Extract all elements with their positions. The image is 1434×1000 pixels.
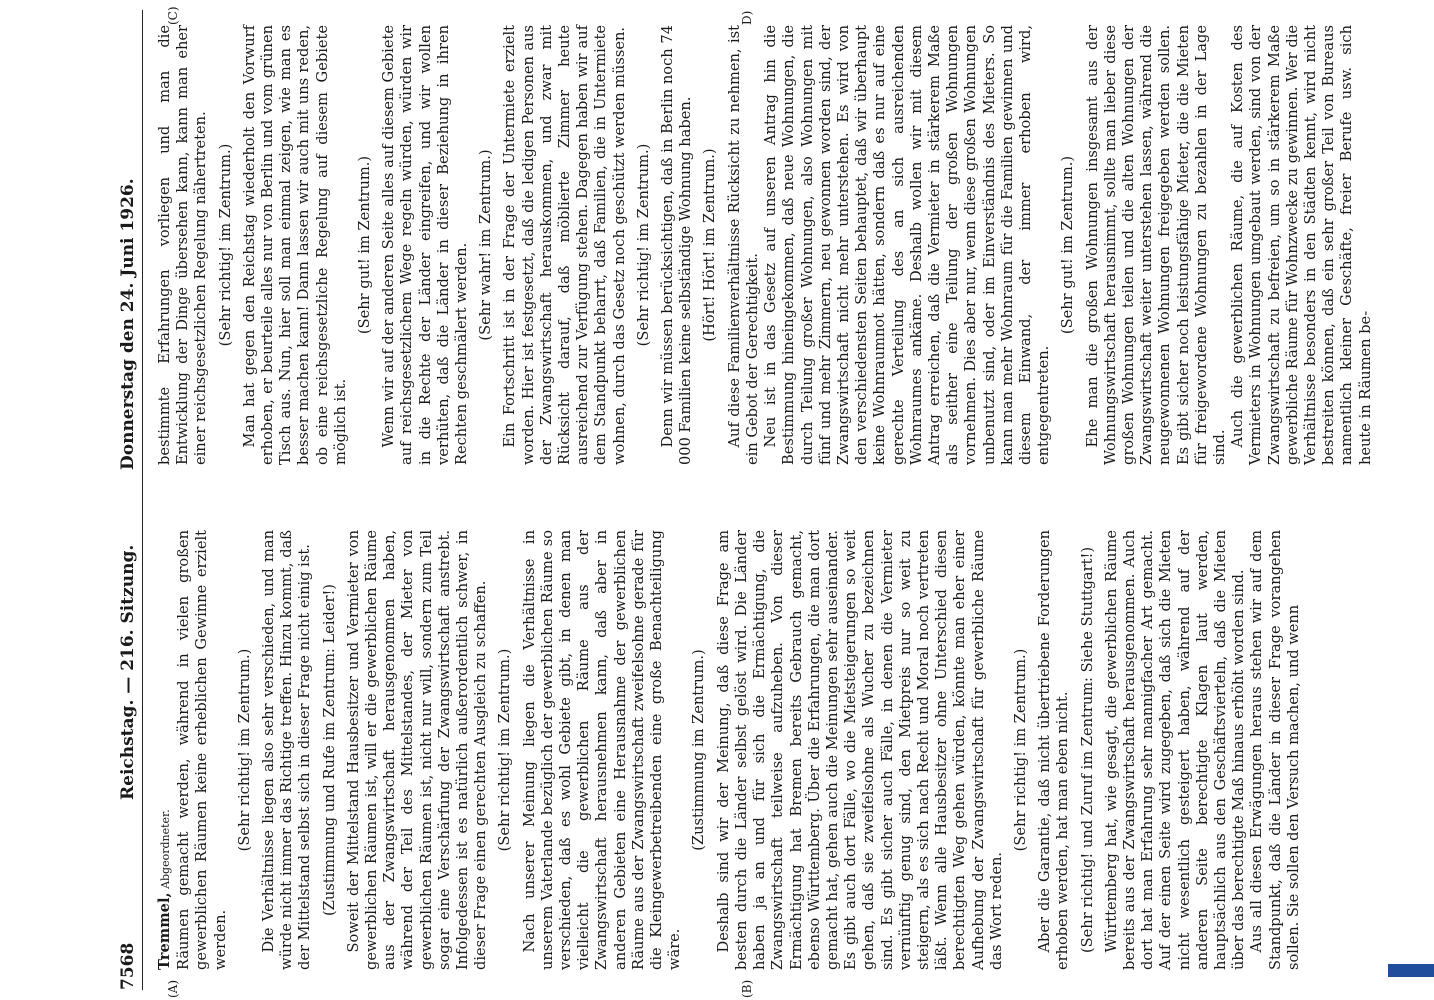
interjection: (Sehr gut! im Zentrum.) [1059,155,1077,335]
paragraph: Auch die gewerblichen Räume, die auf Kosten des Vermieters in Wohnungen umgebaut werden, sind von der Zwangswirtschaft zu befreien, um so in stärkerem Maße gewerbliche Räume für Wohnzwecke zu gewinnen. Wer die Verhältnisse besonders in den Städten kennt, wird nicht bestreiten können, daß ein sehr großer Teil von Bureaus namentlich kleiner Geschäfte, freier Berufe usw. sich heute in Räumen be- [1229,25,1374,465]
margin-marker-b: (B) [740,979,754,998]
speaker-line [156,530,175,970]
page-header [114,10,143,990]
paragraph: bestimmte Erfahrungen vorliegen und man die Entwicklung der Dinge übersehen kann, kann man eher einer reichsgesetzlichen Regelung nähertreten. [156,25,210,465]
page-number: 7568 [118,942,138,990]
paragraph: Aber die Garantie, daß nicht übertriebene Forderungen erhoben werden, hat man eben nicht. [1036,530,1072,970]
paragraph: Nach unserer Meinung liegen die Verhältnisse in unserem Vaterlande bezüglich der gewerblichen Räume so verschieden, daß es wohl Gebiete gibt, in denen man vielleicht die gewerblichen Räume aus der Zwangswirtschaft herausnehmen kann, daß aber in anderen Gebieten eine Herausnahme der gewerblichen Räume aus der Zwangswirtschaft zweifelsohne gerade für die Kleingewerbetreibenden eine große Benachteiligung wäre. [520,530,684,970]
interjection: (Sehr richtig! im Zentrum.) [634,143,652,347]
interjection: (Sehr richtig! im Zentrum.) [216,143,234,347]
scanned-page [100,0,1374,1000]
interjection: (Sehr richtig! im Zentrum.) [235,648,253,852]
speaker-role: Abgeordneter. [159,809,172,893]
margin-marker-d: D) [740,10,754,25]
speaker-name: Tremmel, [156,892,173,970]
paragraph: Auf diese Familienverhältnisse Rücksicht zu nehmen, ist ein Gebot der Gerechtigkeit. [725,25,761,465]
paragraph: Deshalb sind wir der Meinung, daß diese Frage am besten durch die Länder selbst gelöst wird. Die Länder haben ja an und für sich die Ermächtigung, die Zwangswirtschaft teilweise aufzuheben. Von dieser Ermächtigung hat Bremen bereits Gebrauch gemacht, ebenso Württemberg. Über die Erfahrungen, die man dort gemacht hat, gehen auch die Meinungen sehr auseinander. Es gibt auch dort Fälle, wo die Mietsteigerungen so weit gehen, daß sie zweifelsohne als Wucher zu bezeichnen sind. Es gibt sicher auch Fälle, in denen die Vermieter vernünftig genug sind, den Mietpreis nur so weit zu steigern, als es sich nach Recht und Moral noch vertreten läßt. Wenn alle Hausbesitzer ohne Unterschied diesen berechtigten Weg gehen würden, könnte man eher einer Aufhebung der Zwangswirtschaft für gewerbliche Räume das Wort reden. [714,530,1005,970]
paragraph: Man hat gegen den Reichstag wiederholt den Vorwurf erhoben, er beurteile alles nur von Berlin und vom grünen Tisch aus. Nun, hier soll man einmal zeigen, wie man es besser machen kann! Dann lassen wir auch mit uns reden, ob eine reichsgesetzliche Regelung auf diesem Gebiete möglich ist. [240,25,349,465]
interjection: (Hört! Hört! im Zentrum.) [701,148,719,342]
digitization-credit [1404,10,1432,990]
paragraph: Aus all diesen Erwägungen heraus stehen wir auf dem Standpunkt, daß die Länder in dieser Frage vorangehen sollen. Sie sollen den Versuch machen, und wenn [1248,530,1302,970]
interjection: (Sehr wahr! im Zentrum.) [477,149,495,341]
paragraph: Denn wir müssen berücksichtigen, daß in Berlin noch 74 000 Familien keine selbständige Wohnung haben. [659,25,695,465]
paragraph: Ehe man die großen Wohnungen insgesamt aus der Wohnungswirtschaft herausnimmt, sollte man lieber diese großen Wohnungen teilen und die alten Wohnungen der Zwangswirtschaft weiter unterstehen lassen, während die neugewonnenen Wohnungen freigegeben werden sollen. Es gibt sicher noch leistungsfähige Mieter, die die Mieten für freigewordene Wohnungen zu bezahlen in der Lage sind. [1083,25,1228,465]
paragraph: Neu ist in das Gesetz auf unseren Antrag hin die Bestimmung hineingekommen, daß neue Wohnungen, die durch Teilung großer Wohnungen, also Wohnungen mit fünf und mehr Zimmern, neu gewonnen worden sind, der Zwangswirtschaft nicht mehr unterstehen. Es wird von den verschiedensten Seiten behauptet, daß wir überhaupt keine Wohnraumnot hätten, sondern daß es nur auf eine gerechte Verteilung des an sich ausreichenden Wohnraumes ankäme. Deshalb wollen wir mit diesem Antrag erreichen, daß die Vermieter in stärkerem Maße als seither eine Teilung der großen Wohnungen vornehmen. Dies aber nur, wenn diese großen Wohnungen unbenutzt sind, oder im Einverständnis des Mieters. So kann man mehr Wohnraum für die Familien gewinnen und diesem Einwand, der immer erhoben wird, entgegentreten. [762,25,1053,465]
margin-marker-a: (A) [166,979,180,998]
paragraph: Württemberg hat, wie gesagt, die gewerblichen Räume bereits aus der Zwangswirtschaft herausgenommen. Auch dort hat man Erfahrung sehr mannigfacher Art gemacht. Auf der einen Seite wird zugegeben, daß sich die Mieten nicht wesentlich gesteigert haben, während auf der anderen Seite berechtigte Klagen laut werden, hauptsächlich aus den Geschäftsvierteln, daß die Mieten über das berechtigte Maß hinaus erhöht worden sind. [1102,530,1248,970]
session-date: Donnerstag den 24. Juni 1926. [118,178,138,470]
paragraph: Soweit der Mittelstand Hausbesitzer und Vermieter von gewerblichen Räumen ist, will er die gewerblichen Räume aus der Zwangswirtschaft herausgenommen haben, während der Teil des Mittelstandes, der Mieter von gewerblichen Räumen ist, nicht nur will, sondern zum Teil sogar eine Verschärfung der Zwangswirtschaft anstrebt. Infolgedessen ist es natürlich außerordentlich schwer, in dieser Frage einen gerechten Ausgleich zu schaffen. [344,530,490,970]
dfg-logo [1388,964,1434,977]
right-text-column [156,25,1375,465]
session-title: Reichstag. — 216. Sitzung. [118,544,138,800]
margin-marker-c: (C) [166,6,180,25]
interjection: (Sehr richtig! im Zentrum.) [1011,648,1029,852]
interjection: (Zustimmung im Zentrum.) [690,649,708,851]
interjection: (Sehr richtig! und Zuruf im Zentrum: Siehe Stuttgart!) [1078,546,1096,954]
left-text-column [156,530,1303,970]
paragraph: Ein Fortschritt ist in der Frage der Untermiete erzielt worden. Hier ist festgesetzt, daß die ledigen Personen aus der Zwangswirtschaft herauskommen, und zwar mit Rücksicht darauf, daß möblierte Zimmer heute ausreichend zur Verfügung stehen. Dagegen haben wir auf dem Standpunkt beharrt, daß Familien, die in Untermiete wohnen, durch das Gesetz noch geschützt werden müssen. [501,25,628,465]
paragraph: Wenn wir auf der anderen Seite alles auf diesem Gebiete auf reichsgesetzlichem Wege regeln würden, würden wir in die Rechte der Länder eingreifen, und wir wollen verhüten, daß die Länder in dieser Beziehung in ihren Rechten geschmälert werden. [380,25,471,465]
interjection: (Sehr gut! im Zentrum.) [356,155,374,335]
paragraph: Räumen gemacht werden, während in vielen großen gewerblichen Räumen keine erheblichen Gewinne erzielt werden. [175,530,229,970]
paragraph: Die Verhältnisse liegen also sehr verschieden, und man würde nicht immer das Richtige treffen. Hinzu kommt, daß der Mittelstand selbst sich in dieser Frage nicht einig ist. [260,530,314,970]
interjection: (Zustimmung und Rufe im Zentrum: Leider!) [320,584,338,917]
interjection: (Sehr richtig! im Zentrum.) [496,648,514,852]
